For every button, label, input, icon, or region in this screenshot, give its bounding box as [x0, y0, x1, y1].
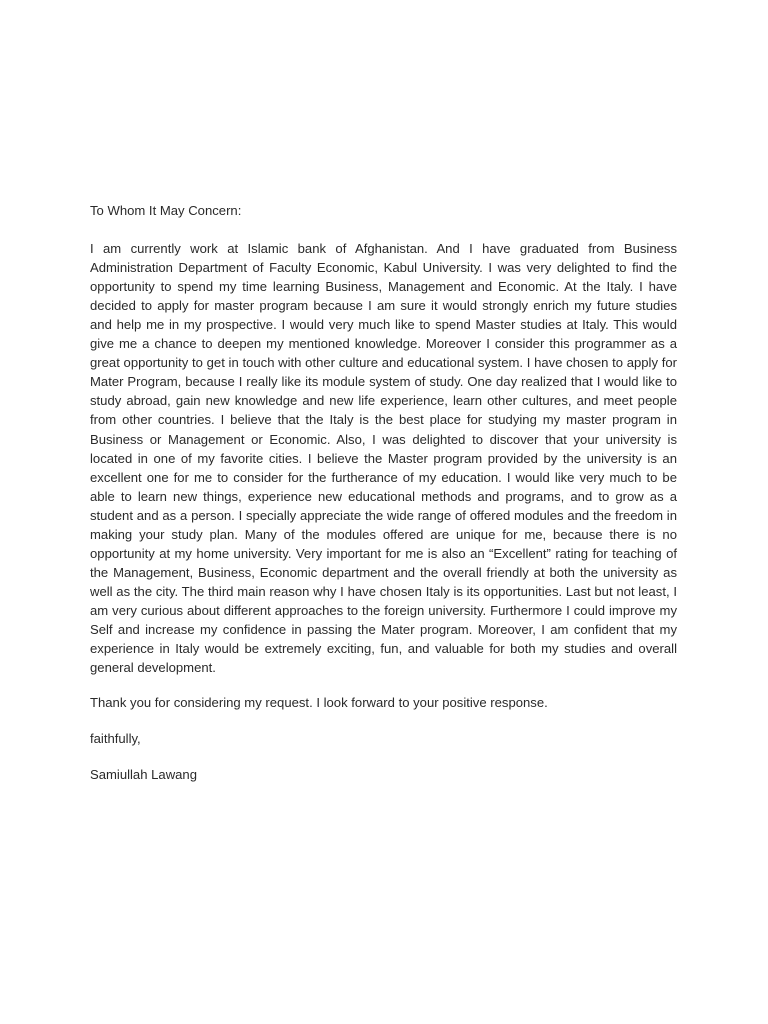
- thanks-line: Thank you for considering my request. I look forward to your positive response.: [90, 695, 548, 711]
- closing: faithfully,: [90, 731, 141, 747]
- letter-body: I am currently work at Islamic bank of Afghanistan. And I have graduated from Business Administration Department of Faculty Economic, Kabul University. I was very delighted to find the opportunity to spend my time learning Business, Management and Economic. At the Italy. I have decided to apply for master program because I am sure it would strongly enrich my future studies and help me in my prospective. I would very much like to spend Master studies at Italy. This would give me a chance to deepen my mentioned knowledge. Moreover I consider this programmer as a great opportunity to get in touch with other culture and educational system. I have chosen to apply for Mater Program, because I really like its module system of study. One day realized that I would like to study abroad, gain new knowledge and new life experience, learn other cultures, and meet people from other countries. I believe that the Italy is the best place for studying my master program in Business or Management or Economic. Also, I was delighted to discover that your university is located in one of my favorite cities. I believe the Master program provided by the university is an excellent one for me to consider for the furtherance of my education. I would like very much to be able to learn new things, experience new educational methods and programs, and to grow as a student and as a person. I specially appreciate the wide range of offered modules and the freedom in making your study plan. Many of the modules offered are unique for me, because there is no opportunity at my home university. Very important for me is also an “Excellent” rating for teaching of the Management, Business, Economic department and the overall friendly at both the university as well as the city. The third main reason why I have chosen Italy is its opportunities. Last but not least, I am very curious about different approaches to the foreign university. Furthermore I could improve my Self and increase my confidence in passing the Mater program. Moreover, I am confident that my experience in Italy would be extremely exciting, fun, and valuable for both my studies and overall general development.: [90, 241, 677, 676]
- salutation: To Whom It May Concern:: [90, 203, 242, 218]
- letter: [90, 201, 677, 784]
- signature-name: Samiullah Lawang: [90, 767, 198, 783]
